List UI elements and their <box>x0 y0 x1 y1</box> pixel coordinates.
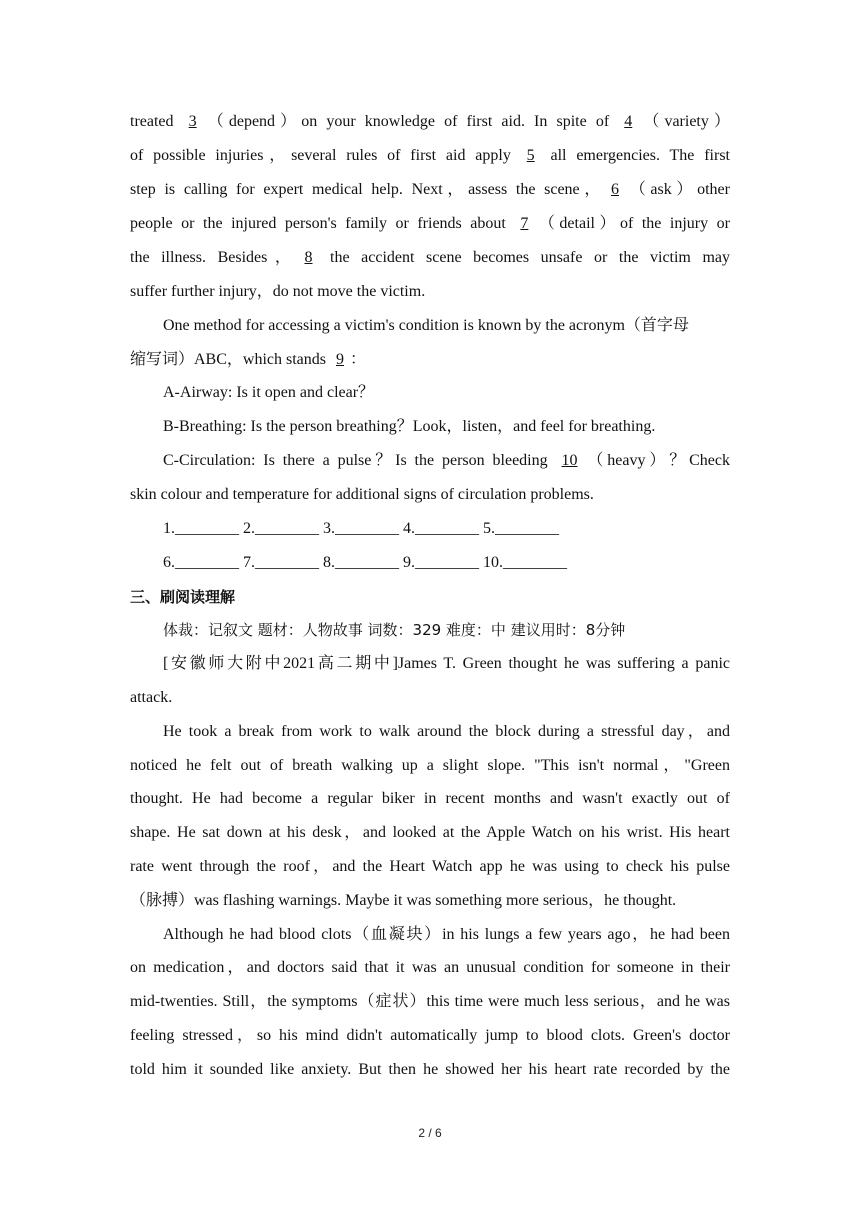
text-run: treated <box>130 113 183 130</box>
blank-3: 3 <box>188 113 197 130</box>
text-line: mid-twenties. Still，the symptoms（症状）this time were much less serious，and he was <box>130 993 730 1010</box>
blank-9: 9 <box>336 351 345 368</box>
text-line: noticed he felt out of breath walking up a slight slope. "This isn't normal，"Green <box>130 757 730 774</box>
text-line: on medication，and doctors said that it was an unusual condition for someone in their <box>130 959 730 976</box>
text-line <box>130 146 730 166</box>
text-line: feeling stressed，so his mind didn't automatically jump to blood clots. Green's doctor <box>130 1027 730 1044</box>
text-line: B-Breathing: Is the person breathing？Look，listen，and feel for breathing. <box>163 418 656 435</box>
text-run: ： <box>350 351 367 368</box>
text-line: One method for accessing a victim's condition is known by the acronym（首字母 <box>163 317 689 334</box>
text-run: （variety） <box>638 113 730 130</box>
answer-line: 1.________ 2.________ 3.________ 4.________ 5.________ <box>163 520 559 537</box>
text-line: （脉搏）was flashing warnings. Maybe it was something more serious，he thought. <box>130 892 677 909</box>
text-run: （detail）of the injury or <box>534 215 730 232</box>
reading-meta: 体裁：记叙文 题材：人物故事 词数：329 难度：中 建议用时：8分钟 <box>163 621 626 639</box>
text-line: suffer further injury，do not move the victim. <box>130 283 426 300</box>
text-line: skin colour and temperature for additional signs of circulation problems. <box>130 486 594 503</box>
page-number: 2 / 6 <box>418 1126 442 1140</box>
text-line <box>130 248 730 268</box>
text-line <box>130 214 730 234</box>
text-run: the accident scene becomes unsafe or the victim may <box>318 249 730 266</box>
text-line: A-Airway: Is it open and clear？ <box>163 384 375 401</box>
text-run: step is calling for expert medical help. Next，assess the scene， <box>130 181 606 198</box>
text-run: C-Circulation: Is there a pulse？Is the person bleeding <box>163 452 556 469</box>
blank-6: 6 <box>611 181 620 198</box>
blank-8: 8 <box>304 249 313 266</box>
text-line: attack. <box>130 689 173 706</box>
blank-10: 10 <box>561 452 578 469</box>
text-run: 缩写词）ABC，which stands <box>130 351 331 368</box>
text-run: of possible injuries，several rules of first aid apply <box>130 147 521 164</box>
text-line <box>130 112 730 132</box>
text-line: rate went through the roof，and the Heart Watch app he was using to check his pulse <box>130 858 730 875</box>
text-line: thought. He had become a regular biker in recent months and wasn't exactly out of <box>130 790 730 807</box>
text-run: the illness. Besides， <box>130 249 299 266</box>
blank-7: 7 <box>520 215 529 232</box>
text-line: He took a break from work to walk around the block during a stressful day，and <box>163 723 730 740</box>
answer-line: 6.________ 7.________ 8.________ 9.________ 10.________ <box>163 554 567 571</box>
text-line <box>130 180 730 200</box>
text-line: [安徽师大附中2021高二期中]James T. Green thought he was suffering a panic <box>163 655 730 672</box>
text-line: shape. He sat down at his desk，and looked at the Apple Watch on his wrist. His heart <box>130 824 730 841</box>
blank-5: 5 <box>526 147 535 164</box>
section-heading: 三、刷阅读理解 <box>130 588 236 606</box>
text-run: （depend）on your knowledge of first aid. In spite of <box>202 113 619 130</box>
text-run: people or the injured person's family or friends about <box>130 215 515 232</box>
blank-4: 4 <box>624 113 633 130</box>
text-line <box>163 451 730 471</box>
text-line: told him it sounded like anxiety. But then he showed her his heart rate recorded by the <box>130 1061 730 1078</box>
text-run: （ask）other <box>625 181 730 198</box>
text-run: all emergencies. The first <box>540 147 731 164</box>
text-run: （heavy）？Check <box>583 452 730 469</box>
text-line <box>130 350 730 370</box>
text-line: Although he had blood clots（血凝块）in his lungs a few years ago，he had been <box>163 926 730 943</box>
